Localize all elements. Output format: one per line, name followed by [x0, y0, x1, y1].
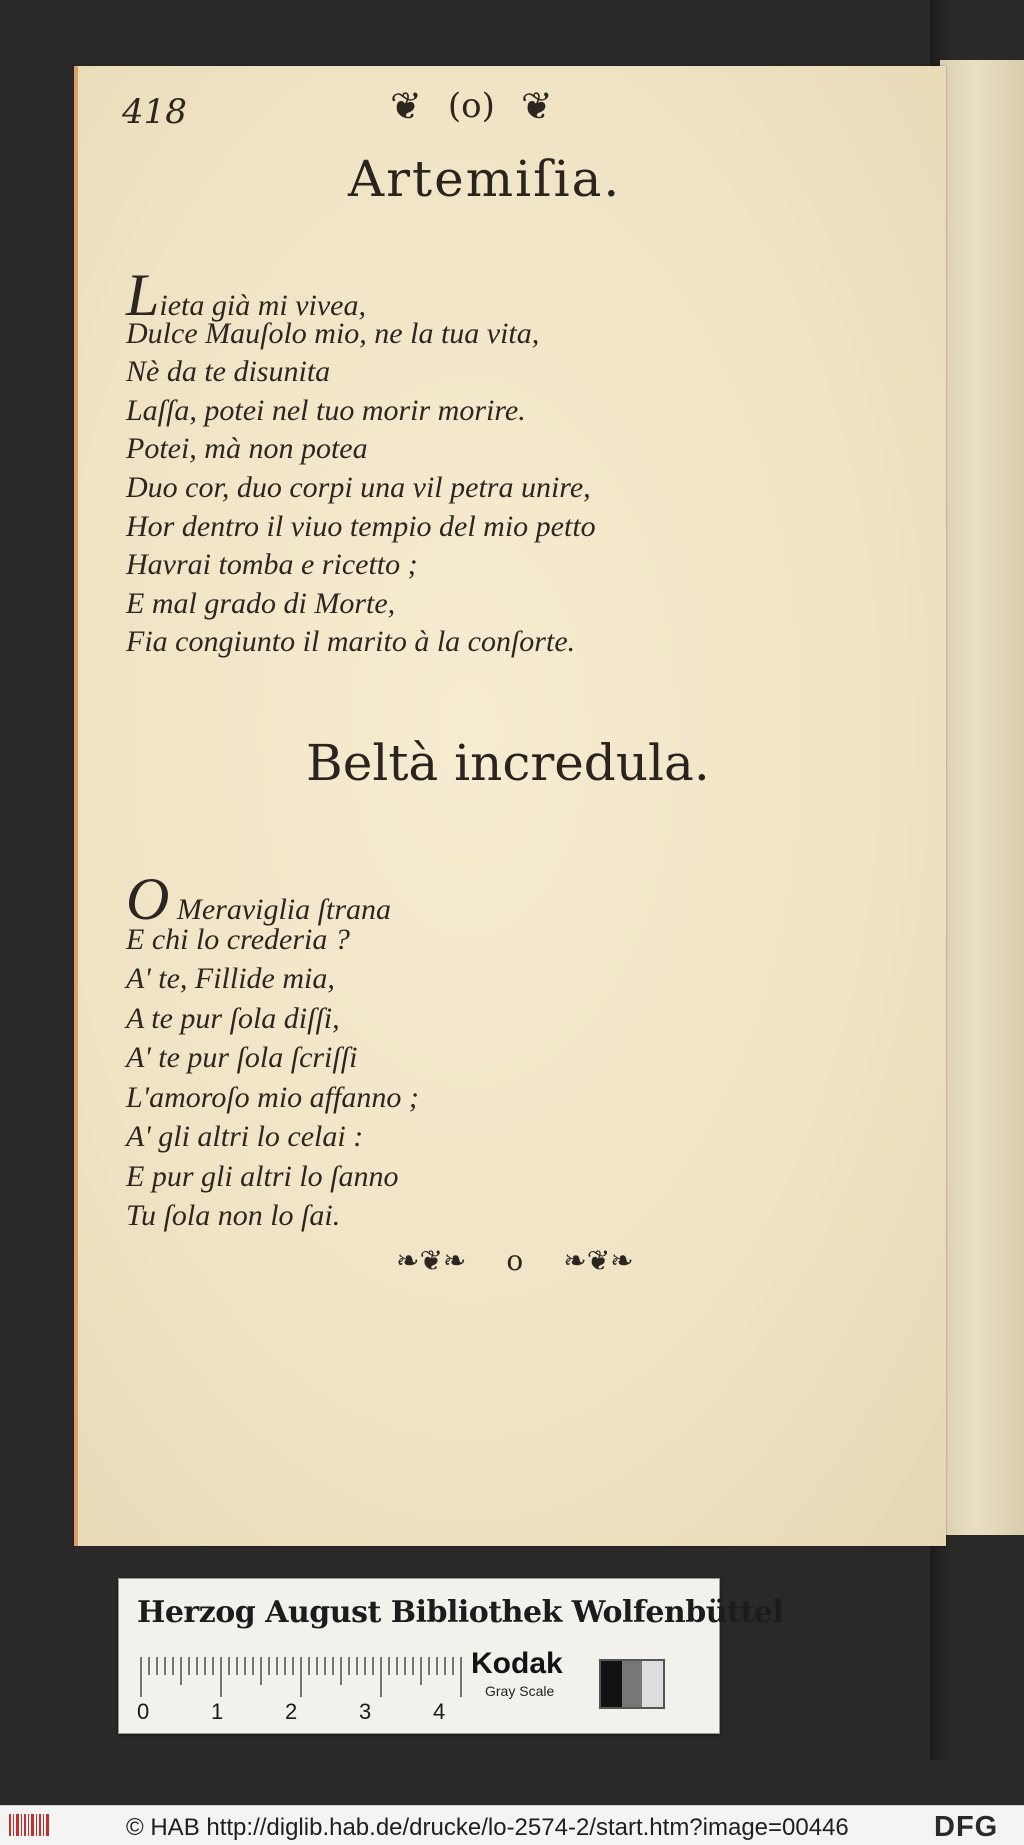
drop-cap: L	[126, 262, 160, 328]
poem-line: Potei, mà non potea	[126, 432, 368, 466]
poem-line: L'amoroſo mio affanno ;	[126, 1080, 419, 1114]
poem-line: A' te, Fillide mia,	[126, 962, 335, 995]
gray-scale-label: Gray Scale	[485, 1683, 555, 1699]
ruler-number: 3	[359, 1699, 372, 1724]
footer-bar	[0, 1805, 1024, 1845]
poem-line: Hor dentro il viuo tempio del mio petto	[126, 509, 596, 543]
fleuron-left-icon: ❦	[390, 84, 422, 128]
poem-line: Fia congiunto il marito à la conſorte.	[126, 625, 576, 659]
ruler-number: 2	[285, 1699, 298, 1724]
poem-line	[126, 866, 419, 932]
header-center-mark: (o)	[447, 86, 495, 126]
ruler-number: 0	[137, 1699, 150, 1724]
poem-line-text: Meraviglia ſtrana	[169, 893, 391, 926]
poem-line-text: ieta già mi vivea,	[159, 289, 366, 322]
fleuron-right-icon: ❦	[520, 84, 553, 128]
swatch-mid	[622, 1661, 643, 1707]
swatch-light	[642, 1661, 663, 1707]
poem-line: Havrai tomba e ricetto ;	[126, 548, 418, 582]
ruler-number: 4	[433, 1699, 446, 1724]
poem-line: A' te pur ſola ſcriſſi	[126, 1041, 358, 1074]
ruler-number: 1	[211, 1699, 224, 1724]
poem-line: E pur gli altri lo ſanno	[126, 1159, 399, 1193]
gray-scale-swatch	[599, 1659, 665, 1709]
poem-line: Tu ſola non lo ſai.	[126, 1199, 341, 1232]
poem-line: Laſſa, potei nel tuo morir morire.	[126, 393, 526, 427]
tailpiece-right-icon: ❧❦❧	[563, 1244, 634, 1277]
library-name: Herzog August Bibliothek Wolfenbüttel	[137, 1595, 784, 1630]
page-header	[390, 86, 553, 126]
dfg-logo: DFG	[934, 1811, 999, 1843]
page-number: 418	[122, 92, 187, 132]
poem-line	[126, 262, 596, 328]
poem-line: Duo cor, duo corpi una vil petra unire,	[126, 470, 591, 504]
poem-body	[126, 866, 419, 1236]
poem-line: A' gli altri lo celai :	[126, 1120, 364, 1153]
tailpiece-left-icon: ❧❦❧	[396, 1244, 467, 1277]
tailpiece-ornament	[396, 1244, 634, 1277]
adjacent-page-edge	[940, 60, 1024, 1535]
brand-label: Kodak	[471, 1647, 563, 1680]
library-scale-card	[118, 1578, 784, 1734]
tailpiece-center-icon: o	[506, 1244, 524, 1277]
poem-title: Artemiſia.	[348, 150, 622, 208]
swatch-dark	[601, 1661, 622, 1707]
poem-title: Beltà incredula.	[306, 734, 710, 792]
footer-source-link[interactable]: © HAB http://diglib.hab.de/drucke/lo-2574-2/start.htm?image=00446	[126, 1814, 849, 1841]
poem-line: A te pur ſola diſſi,	[126, 1001, 340, 1035]
poem-line: E mal grado di Morte,	[126, 586, 396, 620]
poem-line: Dulce Mauſolo mio, ne la tua vita,	[126, 316, 540, 350]
drop-cap: O	[126, 866, 170, 932]
poem-line: Nè da te disunita	[126, 355, 331, 389]
barcode-icon	[8, 1812, 50, 1838]
poem-body	[126, 262, 596, 662]
poem-line: E chi lo crederia ?	[126, 922, 350, 956]
ruler-scale-icon	[139, 1655, 463, 1697]
